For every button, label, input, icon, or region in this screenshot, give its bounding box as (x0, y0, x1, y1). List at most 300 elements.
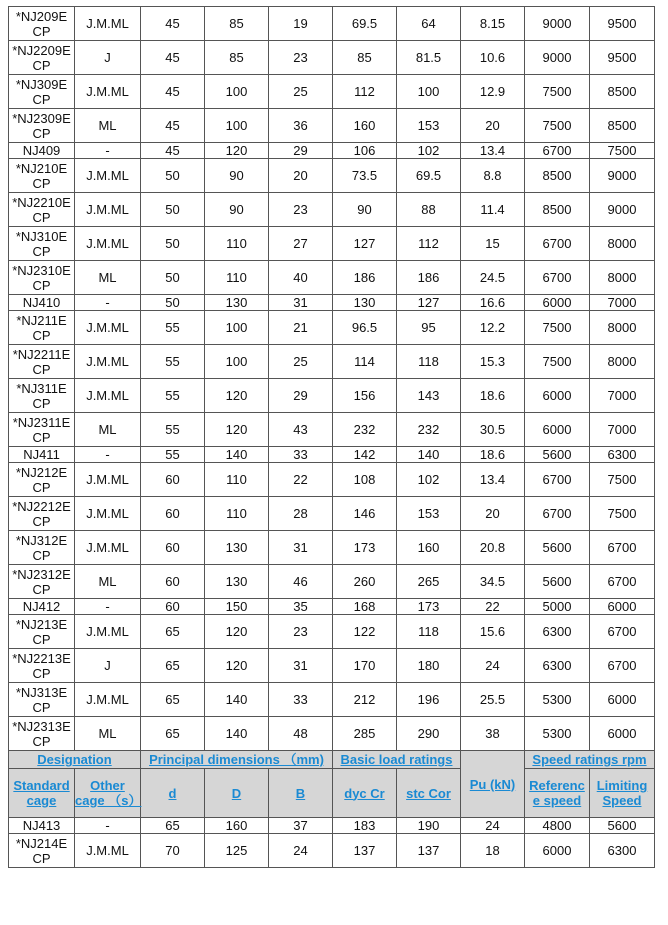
pu-cell: 18.6 (461, 447, 525, 463)
pu-cell: 24 (461, 649, 525, 683)
table-row (9, 649, 655, 683)
reference-speed-cell: 7500 (525, 75, 590, 109)
speed-ratings-header[interactable]: Speed ratings rpm (525, 751, 655, 769)
dyc-cr-cell: 130 (333, 295, 397, 311)
pu-cell: 24 (461, 818, 525, 834)
pu-cell: 11.4 (461, 193, 525, 227)
designation-cell: *NJ210E CP (9, 159, 75, 193)
table-row (9, 109, 655, 143)
d-cell: 60 (141, 599, 205, 615)
limiting-speed-cell: 6300 (590, 834, 655, 868)
stc-cor-cell: 190 (397, 818, 461, 834)
reference-speed-cell: 7500 (525, 109, 590, 143)
d-cell: 45 (141, 41, 205, 75)
pu-cell: 20 (461, 109, 525, 143)
pu-cell: 16.6 (461, 295, 525, 311)
dyc-cr-cell: 142 (333, 447, 397, 463)
table-row (9, 7, 655, 41)
B-cell: 37 (269, 818, 333, 834)
dyc-cr-cell: 137 (333, 834, 397, 868)
stc-cor-cell: 102 (397, 143, 461, 159)
B-cell: 33 (269, 683, 333, 717)
limiting-speed-cell: 5600 (590, 818, 655, 834)
pu-cell: 15.3 (461, 345, 525, 379)
B-cell: 21 (269, 311, 333, 345)
D-cell: 90 (205, 193, 269, 227)
pu-cell: 18 (461, 834, 525, 868)
d-cell: 55 (141, 311, 205, 345)
D-cell: 110 (205, 497, 269, 531)
cage-cell: J.M.ML (75, 497, 141, 531)
cage-cell: - (75, 295, 141, 311)
B-header[interactable]: B (269, 769, 333, 818)
reference-speed-cell: 5000 (525, 599, 590, 615)
dyc-cr-cell: 106 (333, 143, 397, 159)
limiting-speed-header[interactable]: Limiting Speed (590, 769, 655, 818)
cage-cell: J.M.ML (75, 7, 141, 41)
pu-cell: 18.6 (461, 379, 525, 413)
D-cell: 100 (205, 345, 269, 379)
dyc-cr-cell: 232 (333, 413, 397, 447)
pu-cell: 12.2 (461, 311, 525, 345)
reference-speed-cell: 5600 (525, 447, 590, 463)
stc-cor-cell: 180 (397, 649, 461, 683)
D-cell: 110 (205, 227, 269, 261)
B-cell: 33 (269, 447, 333, 463)
stc-cor-header[interactable]: stc Cor (397, 769, 461, 818)
dyc-cr-cell: 108 (333, 463, 397, 497)
designation-cell: *NJ310E CP (9, 227, 75, 261)
table-row (9, 531, 655, 565)
reference-speed-cell: 5600 (525, 531, 590, 565)
stc-cor-cell: 64 (397, 7, 461, 41)
d-cell: 55 (141, 413, 205, 447)
B-cell: 31 (269, 531, 333, 565)
table-row (9, 345, 655, 379)
stc-cor-cell: 265 (397, 565, 461, 599)
designation-cell: *NJ209E CP (9, 7, 75, 41)
D-cell: 125 (205, 834, 269, 868)
stc-cor-cell: 153 (397, 109, 461, 143)
stc-cor-cell: 95 (397, 311, 461, 345)
table-row (9, 413, 655, 447)
reference-speed-cell: 6700 (525, 143, 590, 159)
cage-cell: J (75, 649, 141, 683)
stc-cor-cell: 173 (397, 599, 461, 615)
table-row (9, 295, 655, 311)
d-cell: 60 (141, 463, 205, 497)
d-cell: 65 (141, 615, 205, 649)
designation-cell: *NJ212E CP (9, 463, 75, 497)
d-cell: 45 (141, 7, 205, 41)
stc-cor-cell: 100 (397, 75, 461, 109)
limiting-speed-cell: 7000 (590, 413, 655, 447)
limiting-speed-cell: 9000 (590, 159, 655, 193)
designation-cell: *NJ312E CP (9, 531, 75, 565)
pu-cell: 30.5 (461, 413, 525, 447)
table-body-lower (9, 818, 655, 868)
B-cell: 23 (269, 41, 333, 75)
cage-cell: J.M.ML (75, 345, 141, 379)
D-cell: 85 (205, 41, 269, 75)
designation-cell: NJ413 (9, 818, 75, 834)
table-row (9, 717, 655, 751)
reference-speed-cell: 7500 (525, 345, 590, 379)
pu-cell: 24.5 (461, 261, 525, 295)
cage-cell: J.M.ML (75, 379, 141, 413)
D-cell: 140 (205, 683, 269, 717)
limiting-speed-cell: 7500 (590, 463, 655, 497)
stc-cor-cell: 81.5 (397, 41, 461, 75)
limiting-speed-cell: 6700 (590, 531, 655, 565)
designation-header[interactable]: Designation (9, 751, 141, 769)
reference-speed-cell: 5300 (525, 683, 590, 717)
limiting-speed-cell: 7500 (590, 143, 655, 159)
limiting-speed-cell: 8500 (590, 109, 655, 143)
B-cell: 31 (269, 649, 333, 683)
cage-cell: J.M.ML (75, 75, 141, 109)
limiting-speed-cell: 6700 (590, 615, 655, 649)
stc-cor-cell: 102 (397, 463, 461, 497)
B-cell: 31 (269, 295, 333, 311)
reference-speed-cell: 7500 (525, 311, 590, 345)
table-row (9, 261, 655, 295)
designation-cell: *NJ2209E CP (9, 41, 75, 75)
D-cell: 120 (205, 379, 269, 413)
cage-cell: J.M.ML (75, 531, 141, 565)
d-cell: 50 (141, 227, 205, 261)
reference-speed-cell: 6000 (525, 379, 590, 413)
d-cell: 55 (141, 447, 205, 463)
limiting-speed-cell: 8500 (590, 75, 655, 109)
designation-cell: *NJ2311E CP (9, 413, 75, 447)
stc-cor-cell: 137 (397, 834, 461, 868)
d-cell: 65 (141, 649, 205, 683)
pu-cell: 20 (461, 497, 525, 531)
reference-speed-cell: 8500 (525, 159, 590, 193)
d-cell: 70 (141, 834, 205, 868)
stc-cor-cell: 290 (397, 717, 461, 751)
basic-load-ratings-header[interactable]: Basic load ratings (333, 751, 461, 769)
designation-cell: NJ409 (9, 143, 75, 159)
reference-speed-cell: 6700 (525, 227, 590, 261)
dyc-cr-cell: 173 (333, 531, 397, 565)
pu-cell: 15 (461, 227, 525, 261)
D-cell: 100 (205, 109, 269, 143)
limiting-speed-cell: 8000 (590, 227, 655, 261)
designation-cell: *NJ2210E CP (9, 193, 75, 227)
reference-speed-cell: 6000 (525, 413, 590, 447)
cage-cell: J.M.ML (75, 834, 141, 868)
D-cell: 160 (205, 818, 269, 834)
cage-cell: ML (75, 413, 141, 447)
cage-cell: - (75, 143, 141, 159)
pu-cell: 12.9 (461, 75, 525, 109)
limiting-speed-cell: 7500 (590, 497, 655, 531)
d-cell: 45 (141, 75, 205, 109)
limiting-speed-cell: 6300 (590, 447, 655, 463)
D-cell: 150 (205, 599, 269, 615)
d-cell: 55 (141, 379, 205, 413)
cage-cell: J.M.ML (75, 615, 141, 649)
table-row (9, 683, 655, 717)
dyc-cr-cell: 127 (333, 227, 397, 261)
limiting-speed-cell: 8000 (590, 261, 655, 295)
reference-speed-cell: 6300 (525, 649, 590, 683)
designation-cell: *NJ2313E CP (9, 717, 75, 751)
cage-cell: - (75, 818, 141, 834)
d-cell: 50 (141, 295, 205, 311)
cage-cell: ML (75, 261, 141, 295)
designation-cell: *NJ211E CP (9, 311, 75, 345)
B-cell: 48 (269, 717, 333, 751)
cage-cell: J.M.ML (75, 159, 141, 193)
dyc-cr-cell: 260 (333, 565, 397, 599)
dyc-cr-cell: 146 (333, 497, 397, 531)
stc-cor-cell: 112 (397, 227, 461, 261)
B-cell: 25 (269, 345, 333, 379)
dyc-cr-header[interactable]: dyc Cr (333, 769, 397, 818)
designation-cell: *NJ309E CP (9, 75, 75, 109)
B-cell: 25 (269, 75, 333, 109)
dyc-cr-cell: 112 (333, 75, 397, 109)
pu-cell: 15.6 (461, 615, 525, 649)
reference-speed-cell: 8500 (525, 193, 590, 227)
d-cell: 60 (141, 497, 205, 531)
B-cell: 23 (269, 193, 333, 227)
table-row (9, 311, 655, 345)
designation-cell: *NJ214E CP (9, 834, 75, 868)
table-row (9, 159, 655, 193)
dyc-cr-cell: 160 (333, 109, 397, 143)
table-body-upper (9, 7, 655, 751)
table-row (9, 75, 655, 109)
limiting-speed-cell: 7000 (590, 379, 655, 413)
limiting-speed-cell: 9500 (590, 41, 655, 75)
reference-speed-header[interactable]: Referenc e speed (525, 769, 590, 818)
stc-cor-cell: 69.5 (397, 159, 461, 193)
pu-cell: 25.5 (461, 683, 525, 717)
B-cell: 43 (269, 413, 333, 447)
designation-cell: NJ410 (9, 295, 75, 311)
dyc-cr-cell: 156 (333, 379, 397, 413)
pu-cell: 10.6 (461, 41, 525, 75)
stc-cor-cell: 232 (397, 413, 461, 447)
limiting-speed-cell: 6700 (590, 565, 655, 599)
reference-speed-cell: 9000 (525, 7, 590, 41)
designation-cell: *NJ311E CP (9, 379, 75, 413)
d-cell: 65 (141, 818, 205, 834)
dyc-cr-cell: 114 (333, 345, 397, 379)
stc-cor-cell: 88 (397, 193, 461, 227)
stc-cor-cell: 118 (397, 615, 461, 649)
cage-cell: J (75, 41, 141, 75)
dyc-cr-cell: 73.5 (333, 159, 397, 193)
table-row (9, 379, 655, 413)
d-cell: 45 (141, 143, 205, 159)
B-cell: 29 (269, 379, 333, 413)
dyc-cr-cell: 186 (333, 261, 397, 295)
table-row (9, 599, 655, 615)
reference-speed-cell: 4800 (525, 818, 590, 834)
D-cell: 110 (205, 463, 269, 497)
D-cell: 140 (205, 717, 269, 751)
B-cell: 28 (269, 497, 333, 531)
designation-cell: *NJ2312E CP (9, 565, 75, 599)
limiting-speed-cell: 9500 (590, 7, 655, 41)
D-cell: 90 (205, 159, 269, 193)
stc-cor-cell: 140 (397, 447, 461, 463)
dyc-cr-cell: 285 (333, 717, 397, 751)
d-header[interactable]: d (141, 769, 205, 818)
cage-cell: J.M.ML (75, 683, 141, 717)
principal-dimensions-header[interactable]: Principal dimensions （mm) (141, 751, 333, 769)
D-cell: 130 (205, 531, 269, 565)
D-cell: 85 (205, 7, 269, 41)
cage-cell: J.M.ML (75, 193, 141, 227)
B-cell: 36 (269, 109, 333, 143)
reference-speed-cell: 5300 (525, 717, 590, 751)
reference-speed-cell: 5600 (525, 565, 590, 599)
other-cage-header[interactable]: Other cage （s） (75, 769, 141, 818)
designation-cell: NJ411 (9, 447, 75, 463)
d-cell: 45 (141, 109, 205, 143)
reference-speed-cell: 6300 (525, 615, 590, 649)
D-cell: 100 (205, 311, 269, 345)
dyc-cr-cell: 122 (333, 615, 397, 649)
dyc-cr-cell: 212 (333, 683, 397, 717)
table-row (9, 143, 655, 159)
stc-cor-cell: 118 (397, 345, 461, 379)
D-cell: 120 (205, 143, 269, 159)
cage-cell: - (75, 447, 141, 463)
bearing-table-container (8, 6, 655, 868)
B-cell: 20 (269, 159, 333, 193)
stc-cor-cell: 153 (397, 497, 461, 531)
table-row (9, 463, 655, 497)
limiting-speed-cell: 9000 (590, 193, 655, 227)
bearing-table (8, 6, 655, 868)
d-cell: 65 (141, 683, 205, 717)
limiting-speed-cell: 8000 (590, 311, 655, 345)
stc-cor-cell: 143 (397, 379, 461, 413)
table-row (9, 818, 655, 834)
d-cell: 50 (141, 193, 205, 227)
D-header[interactable]: D (205, 769, 269, 818)
designation-cell: *NJ2211E CP (9, 345, 75, 379)
cage-cell: - (75, 599, 141, 615)
B-cell: 35 (269, 599, 333, 615)
limiting-speed-cell: 6700 (590, 649, 655, 683)
d-cell: 55 (141, 345, 205, 379)
designation-cell: *NJ2310E CP (9, 261, 75, 295)
B-cell: 22 (269, 463, 333, 497)
dyc-cr-cell: 168 (333, 599, 397, 615)
limiting-speed-cell: 6000 (590, 683, 655, 717)
cage-cell: ML (75, 565, 141, 599)
stc-cor-cell: 186 (397, 261, 461, 295)
dyc-cr-cell: 170 (333, 649, 397, 683)
stc-cor-cell: 196 (397, 683, 461, 717)
limiting-speed-cell: 8000 (590, 345, 655, 379)
pu-cell: 38 (461, 717, 525, 751)
D-cell: 140 (205, 447, 269, 463)
cage-cell: ML (75, 717, 141, 751)
limiting-speed-cell: 7000 (590, 295, 655, 311)
d-cell: 60 (141, 531, 205, 565)
reference-speed-cell: 6000 (525, 834, 590, 868)
table-row (9, 193, 655, 227)
B-cell: 19 (269, 7, 333, 41)
table-row (9, 227, 655, 261)
D-cell: 130 (205, 565, 269, 599)
dyc-cr-cell: 96.5 (333, 311, 397, 345)
pu-cell: 34.5 (461, 565, 525, 599)
cage-cell: ML (75, 109, 141, 143)
designation-cell: NJ412 (9, 599, 75, 615)
stc-cor-cell: 160 (397, 531, 461, 565)
reference-speed-cell: 6700 (525, 497, 590, 531)
d-cell: 50 (141, 159, 205, 193)
pu-cell: 8.15 (461, 7, 525, 41)
designation-cell: *NJ2309E CP (9, 109, 75, 143)
d-cell: 65 (141, 717, 205, 751)
limiting-speed-cell: 6000 (590, 717, 655, 751)
table-row (9, 41, 655, 75)
designation-cell: *NJ313E CP (9, 683, 75, 717)
dyc-cr-cell: 69.5 (333, 7, 397, 41)
reference-speed-cell: 6000 (525, 295, 590, 311)
header-row-bottom (9, 769, 655, 818)
designation-cell: *NJ2213E CP (9, 649, 75, 683)
standard-cage-header[interactable]: Standard cage (9, 769, 75, 818)
reference-speed-cell: 9000 (525, 41, 590, 75)
B-cell: 23 (269, 615, 333, 649)
dyc-cr-cell: 90 (333, 193, 397, 227)
B-cell: 24 (269, 834, 333, 868)
table-row (9, 615, 655, 649)
D-cell: 110 (205, 261, 269, 295)
pu-header[interactable]: Pu (kN) (461, 751, 525, 818)
D-cell: 120 (205, 649, 269, 683)
header-row-top (9, 751, 655, 769)
table-row (9, 565, 655, 599)
pu-cell: 13.4 (461, 143, 525, 159)
designation-cell: *NJ213E CP (9, 615, 75, 649)
reference-speed-cell: 6700 (525, 261, 590, 295)
designation-cell: *NJ2212E CP (9, 497, 75, 531)
pu-cell: 13.4 (461, 463, 525, 497)
cage-cell: J.M.ML (75, 227, 141, 261)
table-row (9, 447, 655, 463)
table-row (9, 834, 655, 868)
D-cell: 130 (205, 295, 269, 311)
B-cell: 27 (269, 227, 333, 261)
table-header (9, 751, 655, 818)
pu-cell: 8.8 (461, 159, 525, 193)
table-row (9, 497, 655, 531)
cage-cell: J.M.ML (75, 463, 141, 497)
d-cell: 50 (141, 261, 205, 295)
B-cell: 29 (269, 143, 333, 159)
B-cell: 40 (269, 261, 333, 295)
d-cell: 60 (141, 565, 205, 599)
dyc-cr-cell: 85 (333, 41, 397, 75)
dyc-cr-cell: 183 (333, 818, 397, 834)
pu-cell: 22 (461, 599, 525, 615)
D-cell: 120 (205, 615, 269, 649)
B-cell: 46 (269, 565, 333, 599)
